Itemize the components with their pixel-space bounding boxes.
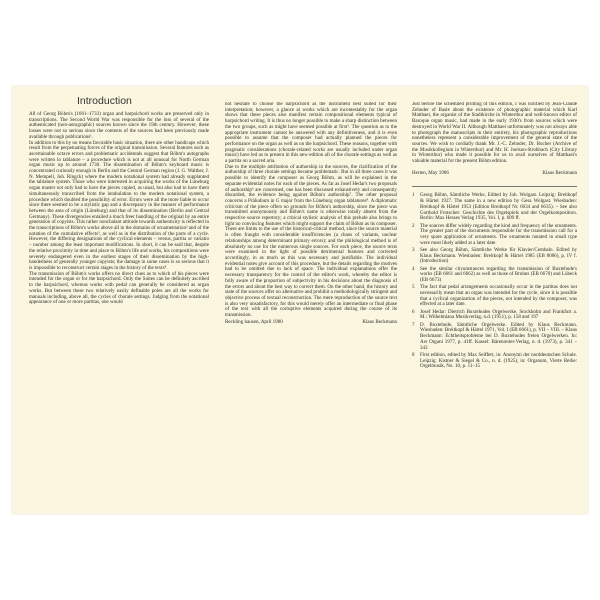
paragraph: There are limits to the use of the historical-critical method, since the source material is often fraught with considerable insufficiencies (a chaos of variants, unclear relationships among determinant primary errors); and the philological method is of absolutely no use for the numerous single sources. For each piece, the source texts were examined in the light of possible detrimental features and corrected accordingly, in as much as this was necessary and justifiable. The individual evidential notes give account of this procedure, but the details regarding the motives had to be omitted due to lack of space. The individual explanations offer the necessary transparency for the control of the editor's work, whereby the editor is fully aware of the proportion of subjectivity in his decisions about the diagnosis of the errors and about the best way to correct them. On the other hand, the history and state of the sources offer no alternative and prohibit a methodologically stringent and objective process of textual reconstruction. The mere reproduction of the source text is also very unsatisfactory, for this would merely offer an intermediate or final phase of the text with all the corruptive elements acquired during the course of its transmission. xyxy=(225,226,397,319)
column-2 xyxy=(225,102,397,325)
paragraph: Due to the multiple attribution of authorship in the sources, the clarification of the authorship of three chorale settings became problematic. But in all three cases it was possible to identify the composer as Georg Böhm, as will be explained in the separate evidential notes for each of the pieces. As far as Josef Hedar's two proposals of authorship⁶ are concerned, one has been discussed exhaustively and consequently discarded, the evidence being against Böhm's authorship⁷. The other proposal concerns a Präludium in G major from the Lüneburg organ tablatures⁸. A diplomatic criticism of the piece offers no grounds for Böhm's authorship, since the piece was transmitted anonymously and Böhm's name is otherwise totally absent from the respective source repertory; a critical stylistic analysis of this prelude also brings to light no convincing features which might support the claim of Böhm as its composer. xyxy=(225,163,397,227)
place-date: Herten, May 1986 xyxy=(412,169,449,176)
footnote: 7 D. Buxtehude, Sämtliche Orgelwerke. Edited by Klaus Beckmann. Wiesbaden: Breitkopf & Härtel 1971, Vol. I (EB 6661), p. VII – VIII. – Klaus Beckmann: Echtheitsprobleme bei D. Buxtehudes freien Orgelwerken. In: Ars Organi 1977, p. 41ff. Kassel: Bärenreiter-Verlag, n. d. (1973), p. 341 – 343 xyxy=(412,321,577,351)
document-page xyxy=(12,86,588,514)
page-title: Introduction xyxy=(77,95,132,107)
footnote: 3 See also Georg Böhm, Sämtliche Werke für Klavier/Cembalo. Edited by Klaus Beckmann. Wiesbaden: Breitkopf & Härtel 1985 (EB 8086), p. IV f. (Introduction) xyxy=(412,246,577,265)
paragraph: Just before the scheduled printing of this edition, I was notified by Jean-Claude Zehnder of Basle about the existence of photographic material which Karl Matthaei, the organist of the Stadtkirche in Winterthur and well-known editor of Baroque organ music, had made in the early 1930's from sources which were destroyed in World War II. Although Matthaei unfortunately was not always able to photograph the manuscripts in their entirety, his photographic reproductions nonetheless represent a considerable improvement of the general state of the sources. We wish to cordially thank Mr. J.-C. Zehnder, Dr. Bucher (Archive of the Musikkollegium in Winterthur) and Mr. H. Joelson-Strohbach (City Library in Winterthur) who made it possible for us to avail ourselves of Matthaei's valuable material for the present Böhm edition. xyxy=(412,102,577,165)
footnotes xyxy=(412,186,577,370)
paragraph: All of Georg Böhm's (1661–1733) organ and harpsichord works are preserved only in transcriptions. The Second World War was responsible for the loss of several of the authenticated (non-autographic) sources known since the 19th century. However, these losses were not so serious since the contents of the sources had been previously made available through publications¹. xyxy=(29,111,209,140)
paragraph: In addition to this by no means favorable basic situation, there are other handicaps which result from the perpetuating forces of the original transmission. Several features such as ascertainable octave errors and problematic accidentals suggest that Böhm's autographs were written in tablature – a procedure which is not at all unusual for North German organ music up to around 1730. The dissemination of Böhm's keyboard music is concentrated curiously enough in Berlin and the Central German region (J. G. Walther, J. N. Mempell, Joh. Ringck) where the modern notational system had already supplanted the tablature system. Those who were interested in acquiring the works of the Lüneburg organ master not only had to have the pieces copied, as usual, but also had to have them simultaneously transcribed from the intabulation to the modern notational system, a procedure which doubled the possibility of error. Errors were all the more liable to occur since there seemed to be a stylistic gap and a discrepancy in the manner of performance between the area of origin (Lüneburg) and that of its dissemination (Berlin and Central Germany). These divergencies entailed a much freer handling of the original by an entire generation of copyists. This rather nonchalant attitude towards authenticity is reflected in the transcriptions of Böhm's works above all in the domains of ornamentation² and of the notation of the cumulative effects³, as well as in the distribution of the parts of a cycle. However, the differing designations of the cyclical elements – versus, partita or variatio – number among the least important modifications. In short, it can be said that, despite the relative proximity in time and place to Böhm's life and works, his compositions were severely endangered even in the earliest stages of their dissemination by the high-handedness of generally younger copyists; the damage in some cases is so serious that it is impossible to reconstruct certain stages in the history of the texts⁴. xyxy=(29,139,209,271)
footnote: 8 First edition, edited by Max Seiffert, in: Anonymi der norddeutschen Schule. Leipzig: Kistner & Siegel & Co., n. d. (1925), in: Organum, Vierte Reihe: Orgelmusik, No. 10, p. 11–15 xyxy=(412,351,577,370)
signature-line xyxy=(225,320,397,326)
paragraph: The transmission of Böhm's works offers no direct clues as to which of his pieces were intended for the organ or for the harpsichord. Only the Suites can be definitely ascribed to the harpsichord, whereas works with pedal can generally be considered as organ works. But between these two relatively easily definable poles are all the works for manuals including, above all, the cycles of chorale settings. Judging from the notational appearance of one or more partitas, one would xyxy=(29,270,209,306)
column-1 xyxy=(29,95,209,306)
footnote: 6 Josef Hedar: Dietrich Buxtehudes Orgelwerke. Stockholm and Frankfurt a. M.: Wilhelmiana Musikverlag, n.d. (1951), p. 158 and 197 xyxy=(412,308,577,321)
column-3 xyxy=(412,102,577,372)
author-name: Klaus Beckmann xyxy=(362,318,397,325)
footnote: 1 Georg Böhm, Sämtliche Werke, Edited by Joh. Wolgast. Leipzig: Breitkopf & Härtel 1927. The same in a new edition by Gesa Wolgast. Wiesbaden: Breitkopf & Härtel 1953 (Edition Breitkopf Nr. 6634 and 6635). – See also Gotthold Frotscher: Geschichte des Orgelspiels und der Orgelkomposition. Berlin: Max Hesses Verlag 1935, Vol. I, p. 609 ff. xyxy=(412,192,577,222)
place-date: Reckling hausen, April 1980 xyxy=(225,318,283,325)
signature-line xyxy=(412,171,577,177)
author-name: Klaus Beckmann xyxy=(542,169,577,176)
footnote: 5 The fact that pedal arrangements occasionally occur in the partitas does not necessarily mean that an organ was intended for the cycle, since it is possible that a cyclical organization of the pieces, not intended by the composer, was effected at a later date. xyxy=(412,284,577,308)
footnote: 4 See the similar circumstances regarding the transmission of Buxtehude's works (EB 6661 and 6662) as well as those of Bruhns (EB 6670) and Lübeck (EB 6673) xyxy=(412,265,577,284)
footnote: 2 The sources differ widely regarding the kind and frequency of the ornaments. The greater part of the documents responsible for the transmission call for a very spare application of ornaments. The ornaments notated in small type were most likely added at a later date. xyxy=(412,222,577,246)
paragraph: not hesitate to choose the harpsichord as the instrument best suited for their interpretation; however, a glance at works which are incontestably for the organ shows that these pieces also manifest certain compositional elements typical of harpsichord writing. It is thus no longer possible to make a sharp distinction between the two groups, such as might have seemed possible at first⁵. The question as to the appropriate instrument cannot be answered with any definitiveness, and it is even possible to assume that the composer had actually planned the pieces for performance on the organ as well as on the harpsichord. These reasons, together with pragmatic considerations (chorale-related works are usually included under organ music) have led us to present in this new edition all of the chorale settings as well as a partita on a sacred aria. xyxy=(225,102,397,165)
